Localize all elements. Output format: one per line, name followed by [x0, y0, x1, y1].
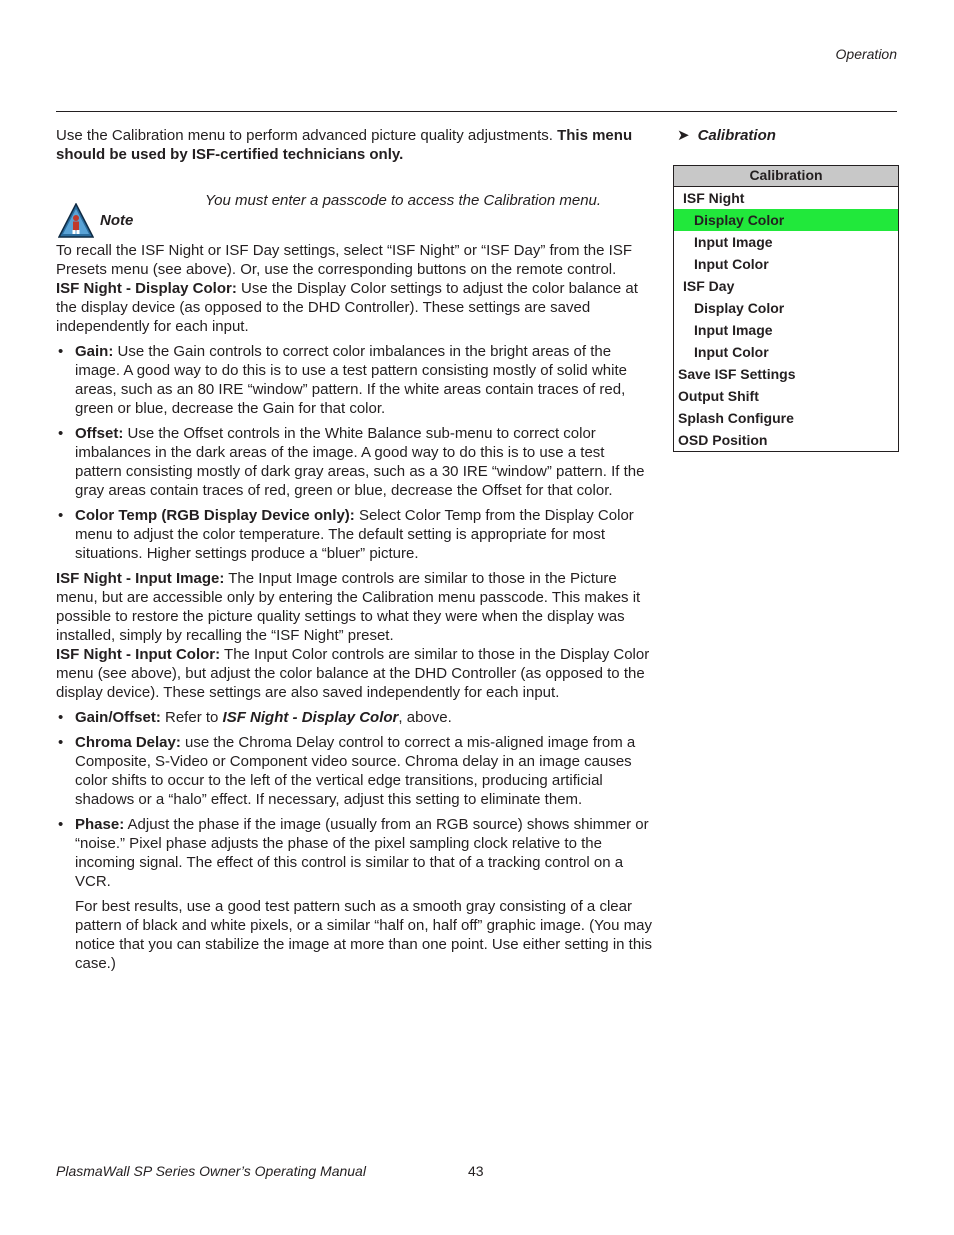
bullet-text: use the Chroma Delay control to correct a mis-aligned image from a Composite, S-Video or Component video source. Chroma delay in an image causes color shifts to occur to the left of the vertical edge transitions, producing artificial shadows or a “halo” effect. If necessary, adjust this setting to eliminate them. [75, 734, 636, 808]
page-number: 43 [468, 1163, 484, 1179]
header-section-label: Operation [835, 46, 897, 62]
menu-item-input-color[interactable]: Input Color [694, 256, 769, 272]
display-color-bullets [56, 342, 652, 563]
warning-person-icon [58, 203, 94, 239]
footer-manual-title: PlasmaWall SP Series Owner’s Operating Manual [56, 1163, 366, 1179]
menu-item-save-isf-settings[interactable]: Save ISF Settings [678, 366, 796, 382]
menu-item-isf-night[interactable]: ISF Night [683, 190, 745, 206]
menu-item-display-color[interactable]: Display Color [674, 209, 898, 231]
note-text: You must enter a passcode to access the Calibration menu. [205, 192, 602, 209]
display-color-paragraph [56, 279, 652, 336]
menu-items [674, 187, 898, 451]
bullet-color-temp: • Color Temp (RGB Display Device only): Select Color Temp from the Display Color menu to adjust the color temperature. The default setting is appropriate for most situations. Higher settings produce a “bluer” picture. [58, 507, 634, 562]
header-divider [56, 111, 897, 112]
menu-item-splash-configure[interactable]: Splash Configure [678, 410, 794, 426]
menu-item-input-image[interactable]: Input Image [694, 234, 773, 250]
calibration-menu [673, 165, 899, 452]
display-color-text: Use the Display Color settings to adjust the color balance at the display device (as opposed to the DHD Controller). These settings are saved independently for each input. [56, 280, 638, 335]
intro-warning: This menu should be used by ISF-certified technicians only. [56, 127, 633, 163]
menu-item-isf-day[interactable]: ISF Day [683, 278, 735, 294]
input-color-bullets [56, 708, 652, 891]
bullet-gain-offset: • Gain/Offset: Refer to ISF Night - Display Color, above. [58, 709, 452, 726]
menu-item-osd-position[interactable]: OSD Position [678, 432, 768, 448]
calibration-heading [677, 126, 776, 144]
input-color-text: The Input Color controls are similar to those in the Display Color menu (see above), but adjust the color balance at the DHD Controller (as opposed to the display device). These settings are also saved independently for each input. [56, 646, 650, 701]
bullet-phase: • Phase: Adjust the phase if the image (usually from an RGB source) shows shimmer or “noise.” Pixel phase adjusts the phase of the pixel sampling clock relative to the incoming signal. The effect of this control is similar to that of a tracking control on a VCR. [58, 816, 649, 890]
input-image-text: The Input Image controls are similar to those in the Picture menu, but are accessible only by entering the Calibration menu passcode. This makes it possible to restore the picture quality settings to what they were when the display was installed, simply by recalling the “ISF Night” preset. [56, 570, 641, 644]
menu-item-output-shift[interactable]: Output Shift [678, 388, 759, 404]
bullet-term: Phase: [75, 816, 125, 833]
input-image-paragraph [56, 569, 652, 645]
input-color-term: ISF Night - Input Color: [56, 646, 221, 663]
note-box [56, 191, 652, 241]
bullet-term: Offset: [75, 425, 124, 442]
bullet-offset: • Offset: Use the Offset controls in the White Balance sub-menu to correct color imbalances in the dark areas of the image. A good way to do this is to use a test pattern consisting mostly of dark gray areas, such as a 30 IRE “window” pattern. If the gray areas contain traces of red, green or blue, decrease the Offset for that color. [58, 425, 645, 499]
cross-reference-link: ISF Night - Display Color [222, 709, 399, 726]
bullet-chroma-delay: • Chroma Delay: use the Chroma Delay control to correct a mis-aligned image from a Composite, S-Video or Component video source. Chroma delay in an image causes color shifts to occur to the left of the vertical edge transitions, producing artificial shadows or a “halo” effect. If necessary, adjust this setting to eliminate them. [58, 734, 636, 808]
bullet-term: Chroma Delay: [75, 734, 181, 751]
arrow-left-icon: ➤ [677, 127, 690, 144]
bullet-term: Gain/Offset: [75, 709, 161, 726]
calibration-heading-text: Calibration [697, 127, 776, 144]
bullet-text: , above. [398, 709, 452, 726]
main-content [56, 126, 652, 973]
display-color-term: ISF Night - Display Color: [56, 280, 237, 297]
bullet-text: Adjust the phase if the image (usually from an RGB source) shows shimmer or “noise.” Pixel phase adjusts the phase of the pixel sampling clock relative to the incoming signal. The effect of this control is similar to that of a tracking control on a VCR. [75, 816, 649, 890]
bullet-text: Use the Gain controls to correct color imbalances in the bright areas of the image. A good way to do this is to use a test pattern consisting mostly of solid white areas, such as an 80 IRE “window” pattern. If the white areas contain traces of red, green or blue, decrease the Gain for that color. [75, 343, 627, 417]
bullet-gain: • Gain: Use the Gain controls to correct color imbalances in the bright areas of the image. A good way to do this is to use a test pattern consisting mostly of solid white areas, such as an 80 IRE “window” pattern. If the white areas contain traces of red, green or blue, decrease the Gain for that color. [58, 343, 627, 417]
menu-title: Calibration [674, 166, 898, 187]
bullet-text: Select Color Temp from the Display Color menu to adjust the color temperature. The default setting is appropriate for most situations. Higher settings produce a “bluer” picture. [75, 507, 634, 562]
bullet-text: Use the Offset controls in the White Balance sub-menu to correct color imbalances in the dark areas of the image. A good way to do this is to use a test pattern consisting mostly of dark gray areas, such as a 30 IRE “window” pattern. If the gray areas contain traces of red, green or blue, decrease the Offset for that color. [75, 425, 645, 499]
phase-followup-paragraph: For best results, use a good test pattern such as a smooth gray consisting of a clear pattern of black and white pixels, or a similar “half on, half off” graphic image. (You may notice that you can stabilize the image at more than one point. Use either setting in this case.) [75, 898, 653, 972]
input-image-term: ISF Night - Input Image: [56, 570, 225, 587]
bullet-term: Color Temp (RGB Display Device only): [75, 507, 355, 524]
note-label: Note [100, 212, 134, 229]
intro-paragraph [56, 126, 652, 164]
bullet-text: Refer to [160, 709, 223, 726]
menu-item-input-color[interactable]: Input Color [694, 344, 769, 360]
menu-item-input-image[interactable]: Input Image [694, 322, 773, 338]
bullet-term: Gain: [75, 343, 114, 360]
intro-text: Use the Calibration menu to perform advanced picture quality adjustments. [56, 127, 558, 144]
menu-item-display-color[interactable]: Display Color [694, 300, 785, 316]
input-color-paragraph [56, 645, 652, 702]
recall-paragraph: To recall the ISF Night or ISF Day settings, select “ISF Night” or “ISF Day” from the ISF Presets menu (see above). Or, use the corresponding buttons on the remote control. [56, 242, 632, 278]
